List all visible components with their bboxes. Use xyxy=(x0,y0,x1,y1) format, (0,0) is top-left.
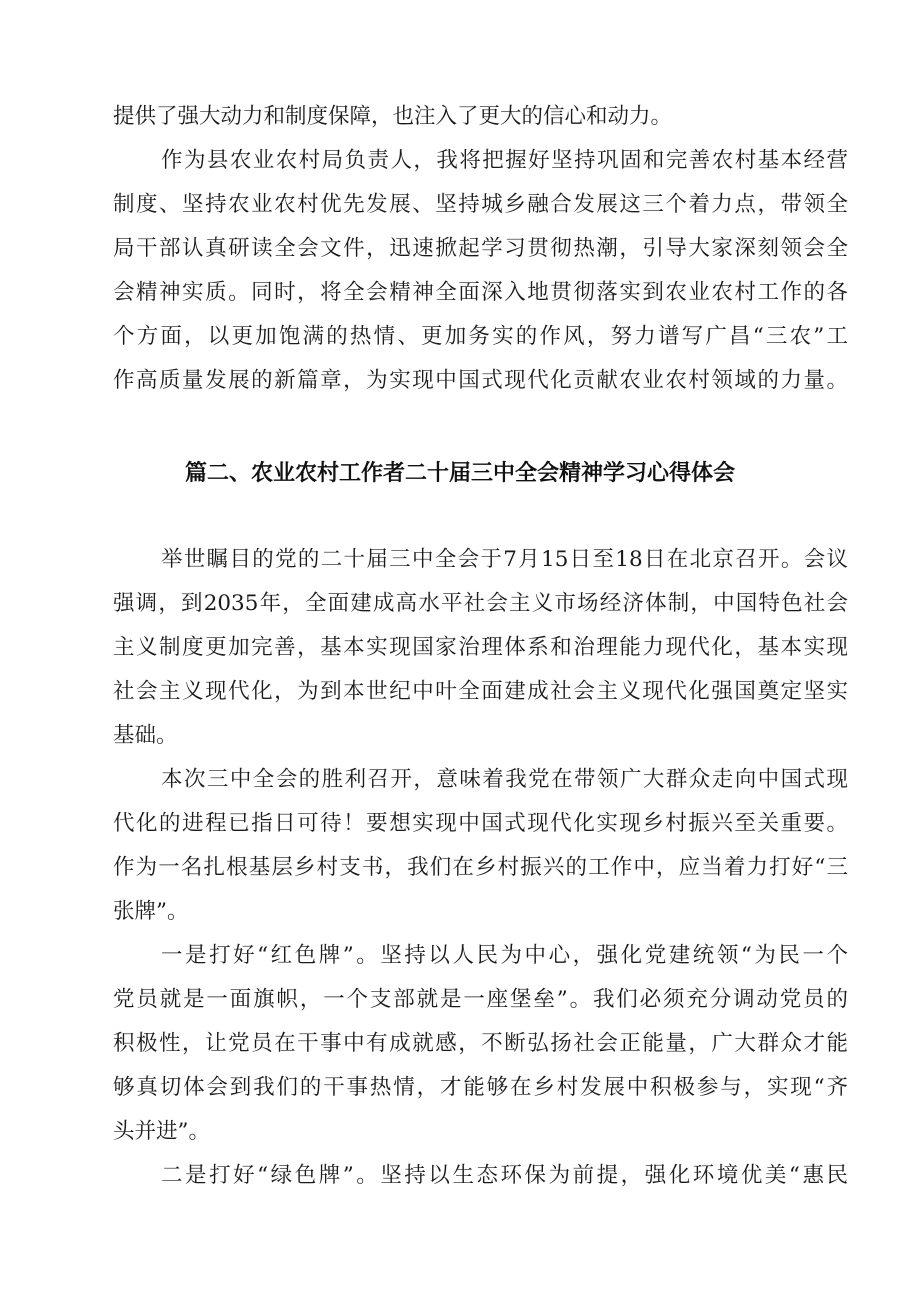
paragraph-line: 主义制度更加完善，基本实现国家治理体系和治理能力现代化，基本实现 xyxy=(113,635,848,660)
paragraph-line: 一是打好“红色牌”。坚持以人民为中心，强化党建统领“为民一个 xyxy=(161,943,848,968)
paragraph-line: 作高质量发展的新篇章，为实现中国式现代化贡献农业农村领域的力量。 xyxy=(113,368,848,393)
paragraph-line: 作为一名扎根基层乡村支书，我们在乡村振兴的工作中，应当着力打好“三 xyxy=(113,855,848,880)
paragraph-line: 张牌”。 xyxy=(113,899,189,924)
paragraph-line: 够真切体会到我们的干事热情，才能够在乡村发展中积极参与，实现“齐 xyxy=(113,1075,848,1100)
paragraph-line: 作为县农业农村局负责人，我将把握好坚持巩固和完善农村基本经营 xyxy=(161,148,848,173)
paragraph-line: 个方面，以更加饱满的热情、更加务实的作风，努力谱写广昌“三农”工 xyxy=(113,324,848,349)
paragraph-line: 基础。 xyxy=(113,723,178,748)
paragraph-line: 头并进”。 xyxy=(113,1119,210,1144)
paragraph-line: 提供了强大动力和制度保障，也注入了更大的信心和动力。 xyxy=(113,104,673,129)
paragraph-line: 代化的进程已指日可待！要想实现中国式现代化实现乡村振兴至关重要。 xyxy=(113,811,848,836)
paragraph-line: 举世瞩目的党的二十届三中全会于7月15日至18日在北京召开。会议 xyxy=(161,547,848,572)
paragraph-line: 局干部认真研读全会文件，迅速掀起学习贯彻热潮，引导大家深刻领会全 xyxy=(113,236,848,261)
paragraph-line: 积极性，让党员在干事中有成就感，不断弘扬社会正能量，广大群众才能 xyxy=(113,1031,848,1056)
section-heading: 篇二、农业农村工作者二十届三中全会精神学习心得体会 xyxy=(184,461,735,486)
paragraph-line: 党员就是一面旗帜，一个支部就是一座堡垒”。我们必须充分调动党员的 xyxy=(113,987,848,1012)
paragraph-line: 社会主义现代化，为到本世纪中叶全面建成社会主义现代化强国奠定坚实 xyxy=(113,679,848,704)
paragraph-line: 制度、坚持农业农村优先发展、坚持城乡融合发展这三个着力点，带领全 xyxy=(113,192,848,217)
paragraph-line: 二是打好“绿色牌”。坚持以生态环保为前提，强化环境优美“惠民 xyxy=(161,1163,848,1188)
paragraph-line: 强调，到2035年，全面建成高水平社会主义市场经济体制，中国特色社会 xyxy=(113,591,848,616)
paragraph-line: 会精神实质。同时，将全会精神全面深入地贯彻落实到农业农村工作的各 xyxy=(113,280,848,305)
paragraph-line: 本次三中全会的胜利召开，意味着我党在带领广大群众走向中国式现 xyxy=(161,767,848,792)
